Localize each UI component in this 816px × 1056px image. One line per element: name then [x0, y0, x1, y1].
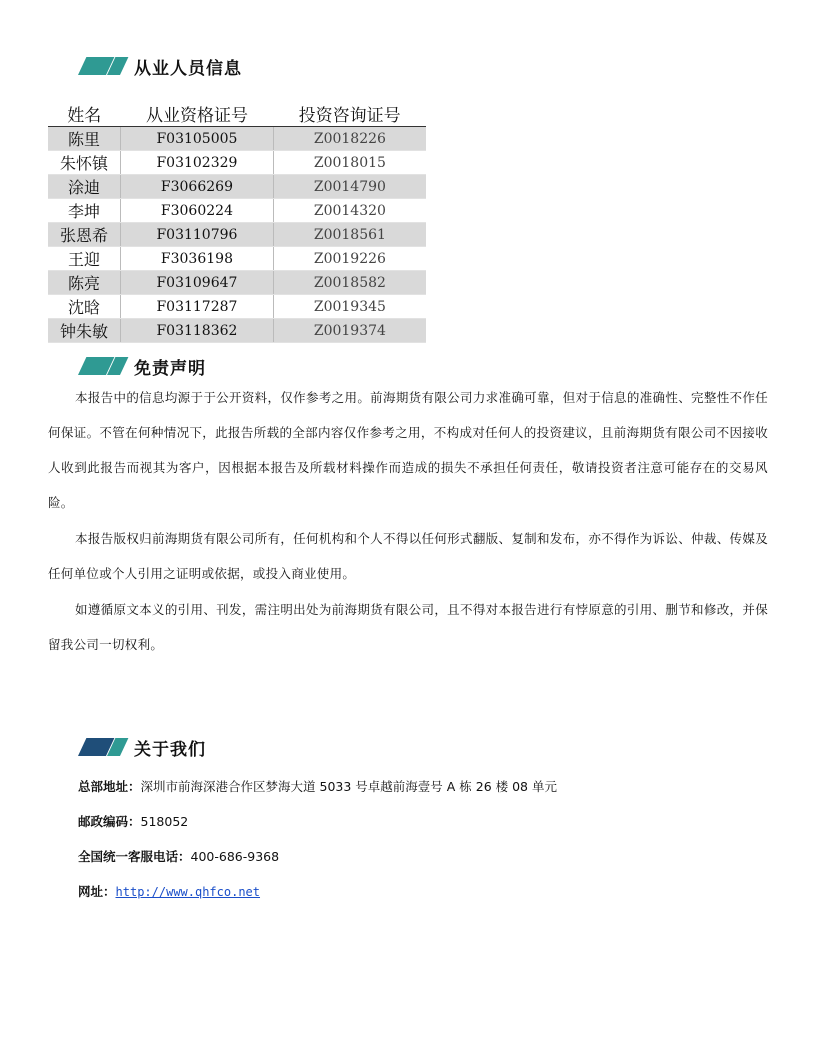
cell-consulting: Z0019226 [273, 247, 426, 271]
about-section-header [78, 735, 206, 759]
postcode-value: 518052 [140, 814, 189, 829]
section-bars-icon [78, 57, 124, 75]
cell-qualification: F03102329 [121, 151, 274, 175]
section-bars-icon [78, 738, 124, 756]
cell-name: 李坤 [48, 199, 121, 223]
website-label: 网址： [78, 884, 116, 899]
staff-section-header [78, 54, 242, 78]
cell-consulting: Z0014790 [273, 175, 426, 199]
disclaimer-title: 免责声明 [134, 358, 206, 379]
cell-qualification: F3066269 [121, 175, 274, 199]
cell-name: 朱怀镇 [48, 151, 121, 175]
cell-qualification: F03105005 [121, 127, 274, 151]
cell-name: 王迎 [48, 247, 121, 271]
postcode-line [78, 812, 188, 830]
staff-table [48, 101, 426, 343]
phone-line [78, 847, 279, 865]
cell-name: 沈晗 [48, 295, 121, 319]
table-row [48, 319, 426, 343]
table-row [48, 199, 426, 223]
table-row [48, 271, 426, 295]
cell-consulting: Z0018561 [273, 223, 426, 247]
disclaimer-section-header [78, 354, 206, 378]
table-row [48, 247, 426, 271]
address-label: 总部地址： [78, 779, 141, 794]
disclaimer-paragraph-2: 本报告版权归前海期货有限公司所有，任何机构和个人不得以任何形式翻版、复制和发布，亦不得作为诉讼、仲裁、传媒及任何单位或个人引用之证明或依据，或投入商业使用。 [48, 531, 768, 581]
website-link[interactable]: http://www.qhfco.net [115, 885, 261, 899]
table-row [48, 151, 426, 175]
address-line [78, 777, 557, 795]
cell-consulting: Z0018582 [273, 271, 426, 295]
cell-name: 钟朱敏 [48, 319, 121, 343]
phone-value: 400-686-9368 [190, 849, 280, 864]
table-row [48, 223, 426, 247]
cell-name: 涂迪 [48, 175, 121, 199]
table-header-row [48, 101, 426, 127]
postcode-label: 邮政编码： [78, 814, 141, 829]
cell-consulting: Z0014320 [273, 199, 426, 223]
cell-qualification: F3060224 [121, 199, 274, 223]
section-bars-icon [78, 357, 124, 375]
website-line [78, 882, 260, 900]
disclaimer-paragraph-3: 如遵循原文本义的引用、刊发，需注明出处为前海期货有限公司，且不得对本报告进行有悖原意的引用、删节和修改，并保留我公司一切权利。 [48, 602, 768, 652]
address-value: 深圳市前海深港合作区梦海大道 5033 号卓越前海壹号 A 栋 26 楼 08 单元 [140, 779, 557, 794]
cell-qualification: F03109647 [121, 271, 274, 295]
cell-consulting: Z0018226 [273, 127, 426, 151]
phone-label: 全国统一客服电话： [78, 849, 191, 864]
table-row [48, 127, 426, 151]
cell-consulting: Z0018015 [273, 151, 426, 175]
table-row [48, 295, 426, 319]
cell-consulting: Z0019374 [273, 319, 426, 343]
cell-qualification: F03117287 [121, 295, 274, 319]
cell-name: 张恩希 [48, 223, 121, 247]
cell-qualification: F3036198 [121, 247, 274, 271]
cell-qualification: F03118362 [121, 319, 274, 343]
header-consulting: 投资咨询证号 [273, 101, 426, 127]
staff-section-title: 从业人员信息 [134, 58, 242, 79]
table-row [48, 175, 426, 199]
disclaimer-paragraph-1: 本报告中的信息均源于于公开资料，仅作参考之用。前海期货有限公司力求准确可靠，但对于信息的准确性、完整性不作任何保证。不管在何种情况下，此报告所载的全部内容仅作参考之用，不构成对任何人的投资建议，且前海期货有限公司不因接收人收到此报告而视其为客户，因根据本报告及所载材料操作而造成的损失不承担任何责任，敬请投资者注意可能存在的交易风险。 [48, 390, 768, 510]
cell-consulting: Z0019345 [273, 295, 426, 319]
cell-name: 陈亮 [48, 271, 121, 295]
cell-name: 陈里 [48, 127, 121, 151]
header-name: 姓名 [48, 101, 121, 127]
header-qualification: 从业资格证号 [121, 101, 274, 127]
about-title: 关于我们 [134, 739, 206, 760]
cell-qualification: F03110796 [121, 223, 274, 247]
